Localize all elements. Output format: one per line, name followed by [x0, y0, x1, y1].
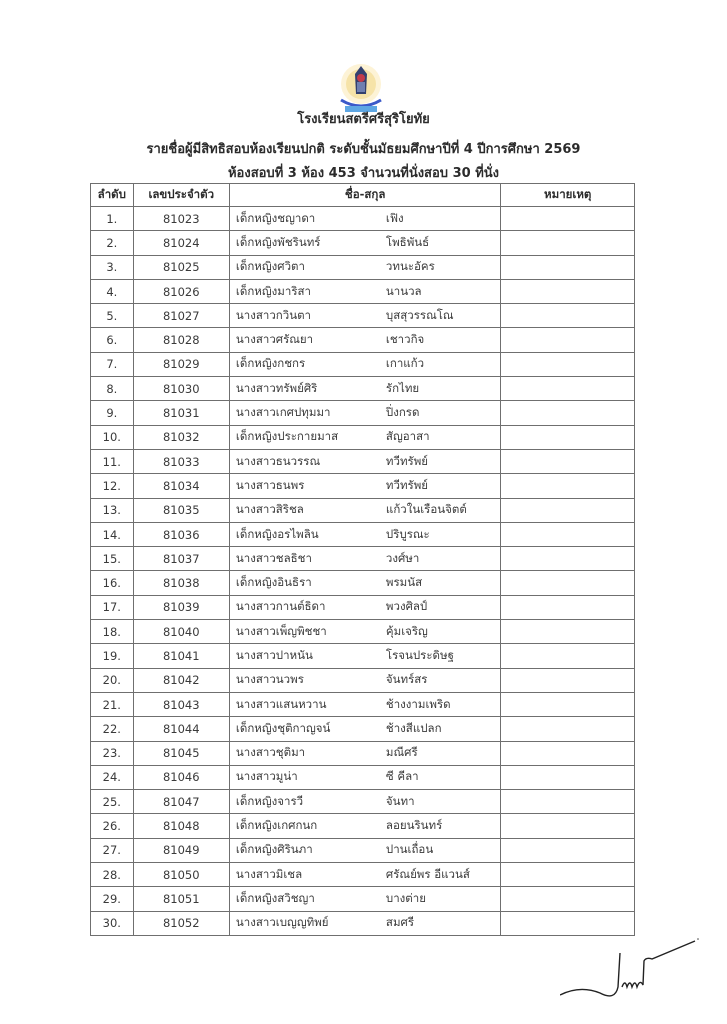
order-number: 17.: [91, 595, 134, 619]
first-name: เด็กหญิงมาริสา: [235, 283, 311, 298]
remark: [501, 887, 635, 911]
last-name: จันทร์สร: [385, 672, 428, 687]
first-name: เด็กหญิงพัชรินทร์: [235, 234, 321, 249]
table-row: [91, 620, 635, 644]
table-row: [91, 668, 635, 692]
student-id: 81046: [133, 765, 229, 789]
table-row: [91, 595, 635, 619]
last-name: เกาแก้ว: [385, 356, 425, 371]
column-header-name: ชื่อ-สกุล: [229, 184, 500, 207]
order-number: 8.: [91, 377, 134, 401]
table-row: [91, 644, 635, 668]
last-name: เชาวกิจ: [385, 332, 425, 347]
order-number: 26.: [91, 814, 134, 838]
full-name: [229, 352, 500, 376]
student-id: 81039: [133, 595, 229, 619]
order-number: 6.: [91, 328, 134, 352]
full-name: [229, 279, 500, 303]
remark: [501, 474, 635, 498]
full-name: [229, 644, 500, 668]
first-name: เด็กหญิงประกายมาส: [235, 429, 339, 444]
order-number: 25.: [91, 790, 134, 814]
full-name: [229, 498, 500, 522]
remark: [501, 304, 635, 328]
student-id: 81030: [133, 377, 229, 401]
order-number: 16.: [91, 571, 134, 595]
remark: [501, 255, 635, 279]
student-id: 81042: [133, 668, 229, 692]
table-row: [91, 474, 635, 498]
order-number: 28.: [91, 863, 134, 887]
last-name: วทนะอัคร: [385, 259, 435, 274]
order-number: 24.: [91, 765, 134, 789]
full-name: [229, 741, 500, 765]
student-id: 81026: [133, 279, 229, 303]
student-id: 81034: [133, 474, 229, 498]
handwritten-signature-icon: [560, 935, 700, 1005]
remark: [501, 741, 635, 765]
remark: [501, 814, 635, 838]
order-number: 12.: [91, 474, 134, 498]
table-row: [91, 231, 635, 255]
student-id: 81052: [133, 911, 229, 935]
remark: [501, 498, 635, 522]
student-id: 81033: [133, 449, 229, 473]
last-name: ศรัณย์พร อีแวนส์: [385, 866, 470, 881]
order-number: 10.: [91, 425, 134, 449]
full-name: [229, 620, 500, 644]
remark: [501, 449, 635, 473]
table-row: [91, 207, 635, 231]
remark: [501, 279, 635, 303]
last-name: ลอยนรินทร์: [385, 818, 443, 833]
last-name: ปิ่งกรด: [385, 405, 420, 420]
student-id: 81049: [133, 838, 229, 862]
first-name: นางสาวปาหนัน: [235, 647, 313, 662]
student-id: 81031: [133, 401, 229, 425]
table-row: [91, 911, 635, 935]
order-number: 1.: [91, 207, 134, 231]
full-name: [229, 328, 500, 352]
first-name: นางสาวทรัพย์ศิริ: [235, 380, 318, 395]
remark: [501, 765, 635, 789]
order-number: 11.: [91, 449, 134, 473]
student-id: 81024: [133, 231, 229, 255]
student-id: 81028: [133, 328, 229, 352]
first-name: นางสาวเพ็ญพิชชา: [235, 623, 327, 638]
last-name: โรจนประดิษฐ: [385, 647, 454, 662]
first-name: นางสาวกวินตา: [235, 307, 311, 322]
remark: [501, 620, 635, 644]
remark: [501, 231, 635, 255]
last-name: ปริบูรณะ: [385, 526, 430, 541]
order-number: 15.: [91, 547, 134, 571]
first-name: เด็กหญิงชุติกาญจน์: [235, 720, 331, 735]
school-name: โรงเรียนสตรีศรีสุริโยทัย: [297, 112, 430, 127]
table-row: [91, 863, 635, 887]
full-name: [229, 668, 500, 692]
remark: [501, 547, 635, 571]
first-name: นางสาวศรัณยา: [235, 332, 314, 347]
last-name: ช้างงามเพริด: [385, 696, 451, 711]
table-row: [91, 498, 635, 522]
remark: [501, 911, 635, 935]
last-name: มณีศรี: [385, 745, 418, 760]
table-row: [91, 449, 635, 473]
order-number: 13.: [91, 498, 134, 522]
table-row: [91, 814, 635, 838]
order-number: 29.: [91, 887, 134, 911]
order-number: 9.: [91, 401, 134, 425]
order-number: 3.: [91, 255, 134, 279]
full-name: [229, 571, 500, 595]
order-number: 5.: [91, 304, 134, 328]
column-header-order: ลำดับ: [91, 184, 134, 207]
first-name: นางสาวชลธิชา: [235, 550, 312, 565]
table-row: [91, 692, 635, 716]
full-name: [229, 814, 500, 838]
student-id: 81050: [133, 863, 229, 887]
table-row: [91, 304, 635, 328]
first-name: นางสาวธนวรรณ: [235, 453, 321, 468]
table-row: [91, 352, 635, 376]
last-name: ปานเถื่อน: [385, 842, 434, 857]
student-id: 81047: [133, 790, 229, 814]
order-number: 2.: [91, 231, 134, 255]
remark: [501, 401, 635, 425]
table-row: [91, 547, 635, 571]
remark: [501, 790, 635, 814]
full-name: [229, 838, 500, 862]
table-row: [91, 522, 635, 546]
column-header-remark: หมายเหตุ: [501, 184, 635, 207]
last-name: คุ้มเจริญ: [385, 623, 428, 638]
student-id: 81023: [133, 207, 229, 231]
remark: [501, 692, 635, 716]
student-id: 81025: [133, 255, 229, 279]
first-name: นางสาวเบญญทิพย์: [235, 915, 329, 930]
first-name: นางสาวนวพร: [235, 672, 304, 687]
full-name: [229, 522, 500, 546]
remark: [501, 352, 635, 376]
table-row: [91, 377, 635, 401]
table-row: [91, 425, 635, 449]
order-number: 14.: [91, 522, 134, 546]
first-name: เด็กหญิงเกศกนก: [235, 818, 318, 833]
first-name: นางสาวแสนหวาน: [235, 696, 327, 711]
order-number: 21.: [91, 692, 134, 716]
last-name: ซี คีลา: [385, 769, 419, 784]
first-name: เด็กหญิงอรไพลิน: [235, 526, 319, 541]
full-name: [229, 863, 500, 887]
table-row: [91, 741, 635, 765]
student-id: 81048: [133, 814, 229, 838]
table-row: [91, 571, 635, 595]
last-name: นานวล: [385, 283, 422, 298]
order-number: 27.: [91, 838, 134, 862]
table-header-row: [91, 184, 635, 207]
full-name: [229, 717, 500, 741]
last-name: แก้วในเรือนจิตต์: [385, 502, 467, 517]
full-name: [229, 474, 500, 498]
remark: [501, 863, 635, 887]
table-row: [91, 328, 635, 352]
student-id: 81032: [133, 425, 229, 449]
full-name: [229, 765, 500, 789]
first-name: เด็กหญิงจารวี: [235, 793, 304, 808]
table-row: [91, 887, 635, 911]
student-id: 81036: [133, 522, 229, 546]
first-name: เด็กหญิงอินธิรา: [235, 575, 312, 590]
student-id: 81027: [133, 304, 229, 328]
remark: [501, 717, 635, 741]
full-name: [229, 449, 500, 473]
last-name: เฟิง: [385, 210, 404, 225]
table-row: [91, 790, 635, 814]
table-row: [91, 717, 635, 741]
last-name: พรมนัส: [385, 575, 423, 590]
student-id: 81041: [133, 644, 229, 668]
remark: [501, 522, 635, 546]
full-name: [229, 255, 500, 279]
remark: [501, 328, 635, 352]
full-name: [229, 377, 500, 401]
full-name: [229, 425, 500, 449]
order-number: 7.: [91, 352, 134, 376]
student-id: 81043: [133, 692, 229, 716]
table-row: [91, 401, 635, 425]
table-row: [91, 279, 635, 303]
last-name: พวงศิลป์: [385, 599, 428, 614]
document-title: รายชื่อผู้มีสิทธิสอบห้องเรียนปกติ ระดับชั้นมัธยมศึกษาปีที่ 4 ปีการศึกษา 2569: [146, 142, 581, 157]
remark: [501, 668, 635, 692]
first-name: เด็กหญิงกชกร: [235, 356, 306, 371]
last-name: วงศ์ษา: [385, 550, 420, 565]
full-name: [229, 887, 500, 911]
last-name: รักไทย: [385, 380, 420, 395]
remark: [501, 425, 635, 449]
student-id: 81044: [133, 717, 229, 741]
first-name: นางสาวชุติมา: [235, 745, 306, 760]
remark: [501, 207, 635, 231]
full-name: [229, 692, 500, 716]
student-id: 81040: [133, 620, 229, 644]
full-name: [229, 207, 500, 231]
student-id: 81051: [133, 887, 229, 911]
first-name: นางสาวธนพร: [235, 477, 305, 492]
order-number: 19.: [91, 644, 134, 668]
last-name: โพธิพันธ์: [385, 234, 430, 249]
last-name: จันทา: [385, 793, 415, 808]
first-name: เด็กหญิงศิรินภา: [235, 842, 313, 857]
full-name: [229, 595, 500, 619]
table-row: [91, 255, 635, 279]
remark: [501, 644, 635, 668]
first-name: นางสาวสิริชล: [235, 502, 304, 517]
first-name: เด็กหญิงสวิชญา: [235, 890, 315, 905]
exam-room-info: ห้องสอบที่ 3 ห้อง 453 จำนวนที่นั่งสอบ 30 ที่นั่ง: [227, 166, 500, 181]
first-name: นางสาวเกศปทุมมา: [235, 405, 331, 420]
student-id: 81038: [133, 571, 229, 595]
remark: [501, 571, 635, 595]
student-id: 81045: [133, 741, 229, 765]
last-name: บุสสุวรรณโณ: [385, 307, 454, 322]
student-id: 81029: [133, 352, 229, 376]
order-number: 30.: [91, 911, 134, 935]
order-number: 4.: [91, 279, 134, 303]
first-name: นางสาวมูน่า: [235, 769, 298, 784]
student-id: 81035: [133, 498, 229, 522]
first-name: เด็กหญิงศวิตา: [235, 259, 305, 274]
first-name: นางสาวมิเชล: [235, 866, 303, 881]
full-name: [229, 911, 500, 935]
table-row: [91, 765, 635, 789]
table-row: [91, 838, 635, 862]
last-name: บางต่าย: [385, 890, 426, 905]
remark: [501, 838, 635, 862]
last-name: ช้างสีแปลก: [385, 720, 442, 735]
column-header-student-id: เลขประจำตัว: [133, 184, 229, 207]
first-name: เด็กหญิงชญาดา: [235, 210, 316, 225]
order-number: 20.: [91, 668, 134, 692]
candidate-table: [90, 183, 635, 936]
full-name: [229, 547, 500, 571]
first-name: นางสาวกานต์ธิดา: [235, 599, 326, 614]
last-name: ทวีทรัพย์: [385, 453, 429, 468]
full-name: [229, 231, 500, 255]
full-name: [229, 790, 500, 814]
order-number: 22.: [91, 717, 134, 741]
order-number: 23.: [91, 741, 134, 765]
last-name: สมศรี: [385, 915, 414, 930]
last-name: สัญอาสา: [385, 429, 430, 444]
remark: [501, 595, 635, 619]
remark: [501, 377, 635, 401]
student-id: 81037: [133, 547, 229, 571]
full-name: [229, 304, 500, 328]
order-number: 18.: [91, 620, 134, 644]
full-name: [229, 401, 500, 425]
last-name: ทวีทรัพย์: [385, 477, 429, 492]
